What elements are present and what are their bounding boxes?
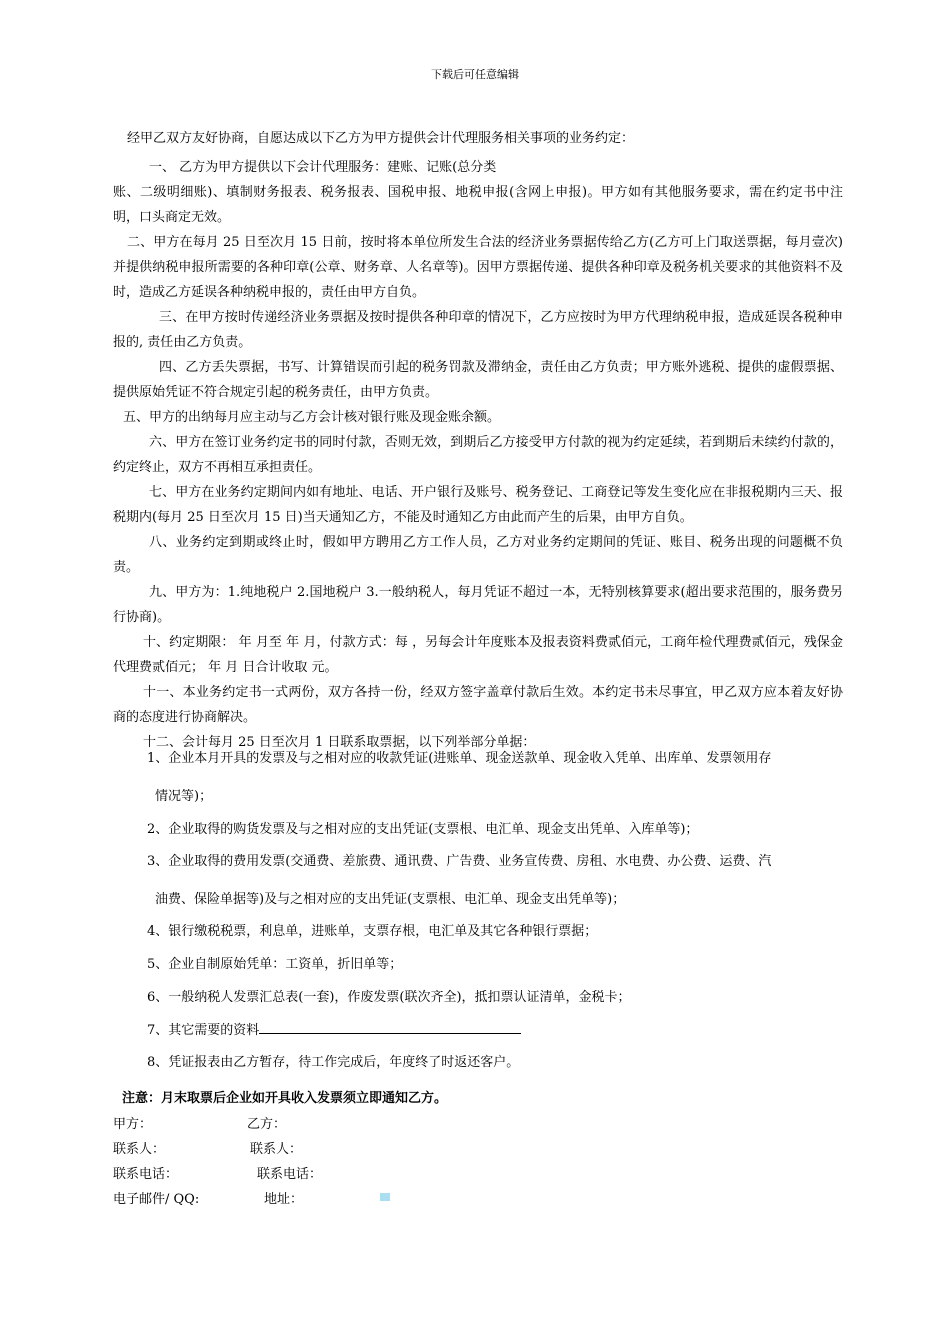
list-item: 5、企业自制原始凭单：工资单，折旧单等； [147, 957, 403, 972]
email-qq-label: 电子邮件/ QQ: [113, 1192, 200, 1207]
clause-1-line-2: 账、二级明细账)、填制财务报表、税务报表、国税申报、地税申报(含网上申报)。甲方如有其他服务要求，需在约定书中注明，口头商定无效。 [113, 185, 843, 225]
clause-7: 七、甲方在业务约定期间内如有地址、电话、开户银行及账号、税务登记、工商登记等发生变化应在非报税期内三天、报税期内(每月 25 日至次月 15 日)当天通知乙方，不能及时通知乙方由此而产生的后果，由甲方自负。 [113, 485, 843, 525]
list-item-other-materials [113, 1017, 843, 1045]
clause-3: 三、在甲方按时传递经济业务票据及按时提供各种印章的情况下，乙方应按时为甲方代理纳税申报，造成延误各税种申报的, 责任由乙方负责。 [113, 310, 843, 350]
clause-12: 十二、会计每月 25 日至次月 1 日联系取票据，以下列举部分单据： [143, 735, 536, 750]
fill-in-blank-line [259, 1019, 521, 1034]
intro-paragraph: 经甲乙双方友好协商，自愿达成以下乙方为甲方提供会计代理服务相关事项的业务约定： [127, 131, 635, 146]
page-header: 下载后可任意编辑 [431, 68, 519, 81]
clause-10: 十、约定期限： 年 月至 年 月，付款方式：每 ，另每会计年度账本及报表资料费贰佰元，工商年检代理费贰佰元，残保金代理费贰佰元； 年 月 日合计收取 元。 [113, 635, 843, 675]
phone-a-label: 联系电话： [113, 1167, 179, 1182]
list-item: 6、一般纳税人发票汇总表(一套)，作废发票(联次齐全)，抵扣票认证清单，金税卡； [147, 990, 631, 1005]
list-item: 2、企业取得的购货发票及与之相对应的支出凭证(支票根、电汇单、现金支出凭单、入库单等)； [147, 822, 699, 837]
clause-6: 六、甲方在签订业务约定书的同时付款，否则无效，到期后乙方接受甲方付款的视为约定延续，若到期后未续约付款的，约定终止，双方不再相互承担责任。 [113, 435, 843, 475]
list-item-label: 7、其它需要的资料 [147, 1023, 260, 1038]
list-item: 情况等)； [155, 789, 213, 804]
clause-9: 九、甲方为：1.纯地税户 2.国地税户 3.一般纳税人，每月凭证不超过一本，无特别核算要求(超出要求范围的，服务费另行协商)。 [113, 585, 843, 625]
selection-marker [380, 1193, 390, 1201]
clause-8: 八、业务约定到期或终止时，假如甲方聘用乙方工作人员，乙方对业务约定期间的凭证、账目、税务出现的问题概不负责。 [113, 535, 843, 575]
phone-b-label: 联系电话： [257, 1167, 323, 1182]
list-item: 1、企业本月开具的发票及与之相对应的收款凭证(进账单、现金送款单、现金收入凭单、出库单、发票领用存 [147, 751, 772, 766]
list-item: 3、企业取得的费用发票(交通费、差旅费、通讯费、广告费、业务宣传费、房租、水电费、办公费、运费、汽 [147, 854, 772, 869]
party-b-label: 乙方： [247, 1117, 287, 1132]
contact-a-label: 联系人： [113, 1142, 166, 1157]
contract-body [113, 126, 843, 755]
clause-11: 十一、本业务约定书一式两份，双方各持一份，经双方签字盖章付款后生效。本约定书未尽事宜，甲乙双方应本着友好协商的态度进行协商解决。 [113, 685, 843, 725]
clause-5: 五、甲方的出纳每月应主动与乙方会计核对银行账及现金账余额。 [123, 410, 501, 425]
party-a-label: 甲方： [113, 1117, 153, 1132]
list-item: 4、银行缴税税票，利息单，进账单，支票存根，电汇单及其它各种银行票据； [147, 924, 598, 939]
notice-text: 注意：月末取票后企业如开具收入发票须立即通知乙方。 [122, 1091, 448, 1106]
contact-b-label: 联系人： [250, 1142, 303, 1157]
clause-1-line-1: 一、 乙方为甲方提供以下会计代理服务：建账、记账(总分类 [149, 160, 497, 175]
clause-2: 二、甲方在每月 25 日至次月 15 日前，按时将本单位所发生合法的经济业务票据传给乙方(乙方可上门取送票据，每月壹次)并提供纳税申报所需要的各种印章(公章、财务章、人名章等)。因甲方票据传递、提供各种印章及税务机关要求的其他资料不及时，造成乙方延误各种纳税申报的，责任由甲方自负。 [113, 235, 843, 300]
clause-4: 四、乙方丢失票据，书写、计算错误而引起的税务罚款及滞纳金，责任由乙方负责；甲方账外逃税、提供的虚假票据、提供原始凭证不符合规定引起的税务责任，由甲方负责。 [113, 360, 843, 400]
list-item: 8、凭证报表由乙方暂存，待工作完成后，年度终了时返还客户。 [147, 1055, 520, 1070]
list-item: 油费、保险单据等)及与之相对应的支出凭证(支票根、电汇单、现金支出凭单等)； [155, 892, 626, 907]
address-label: 地址： [264, 1192, 304, 1207]
